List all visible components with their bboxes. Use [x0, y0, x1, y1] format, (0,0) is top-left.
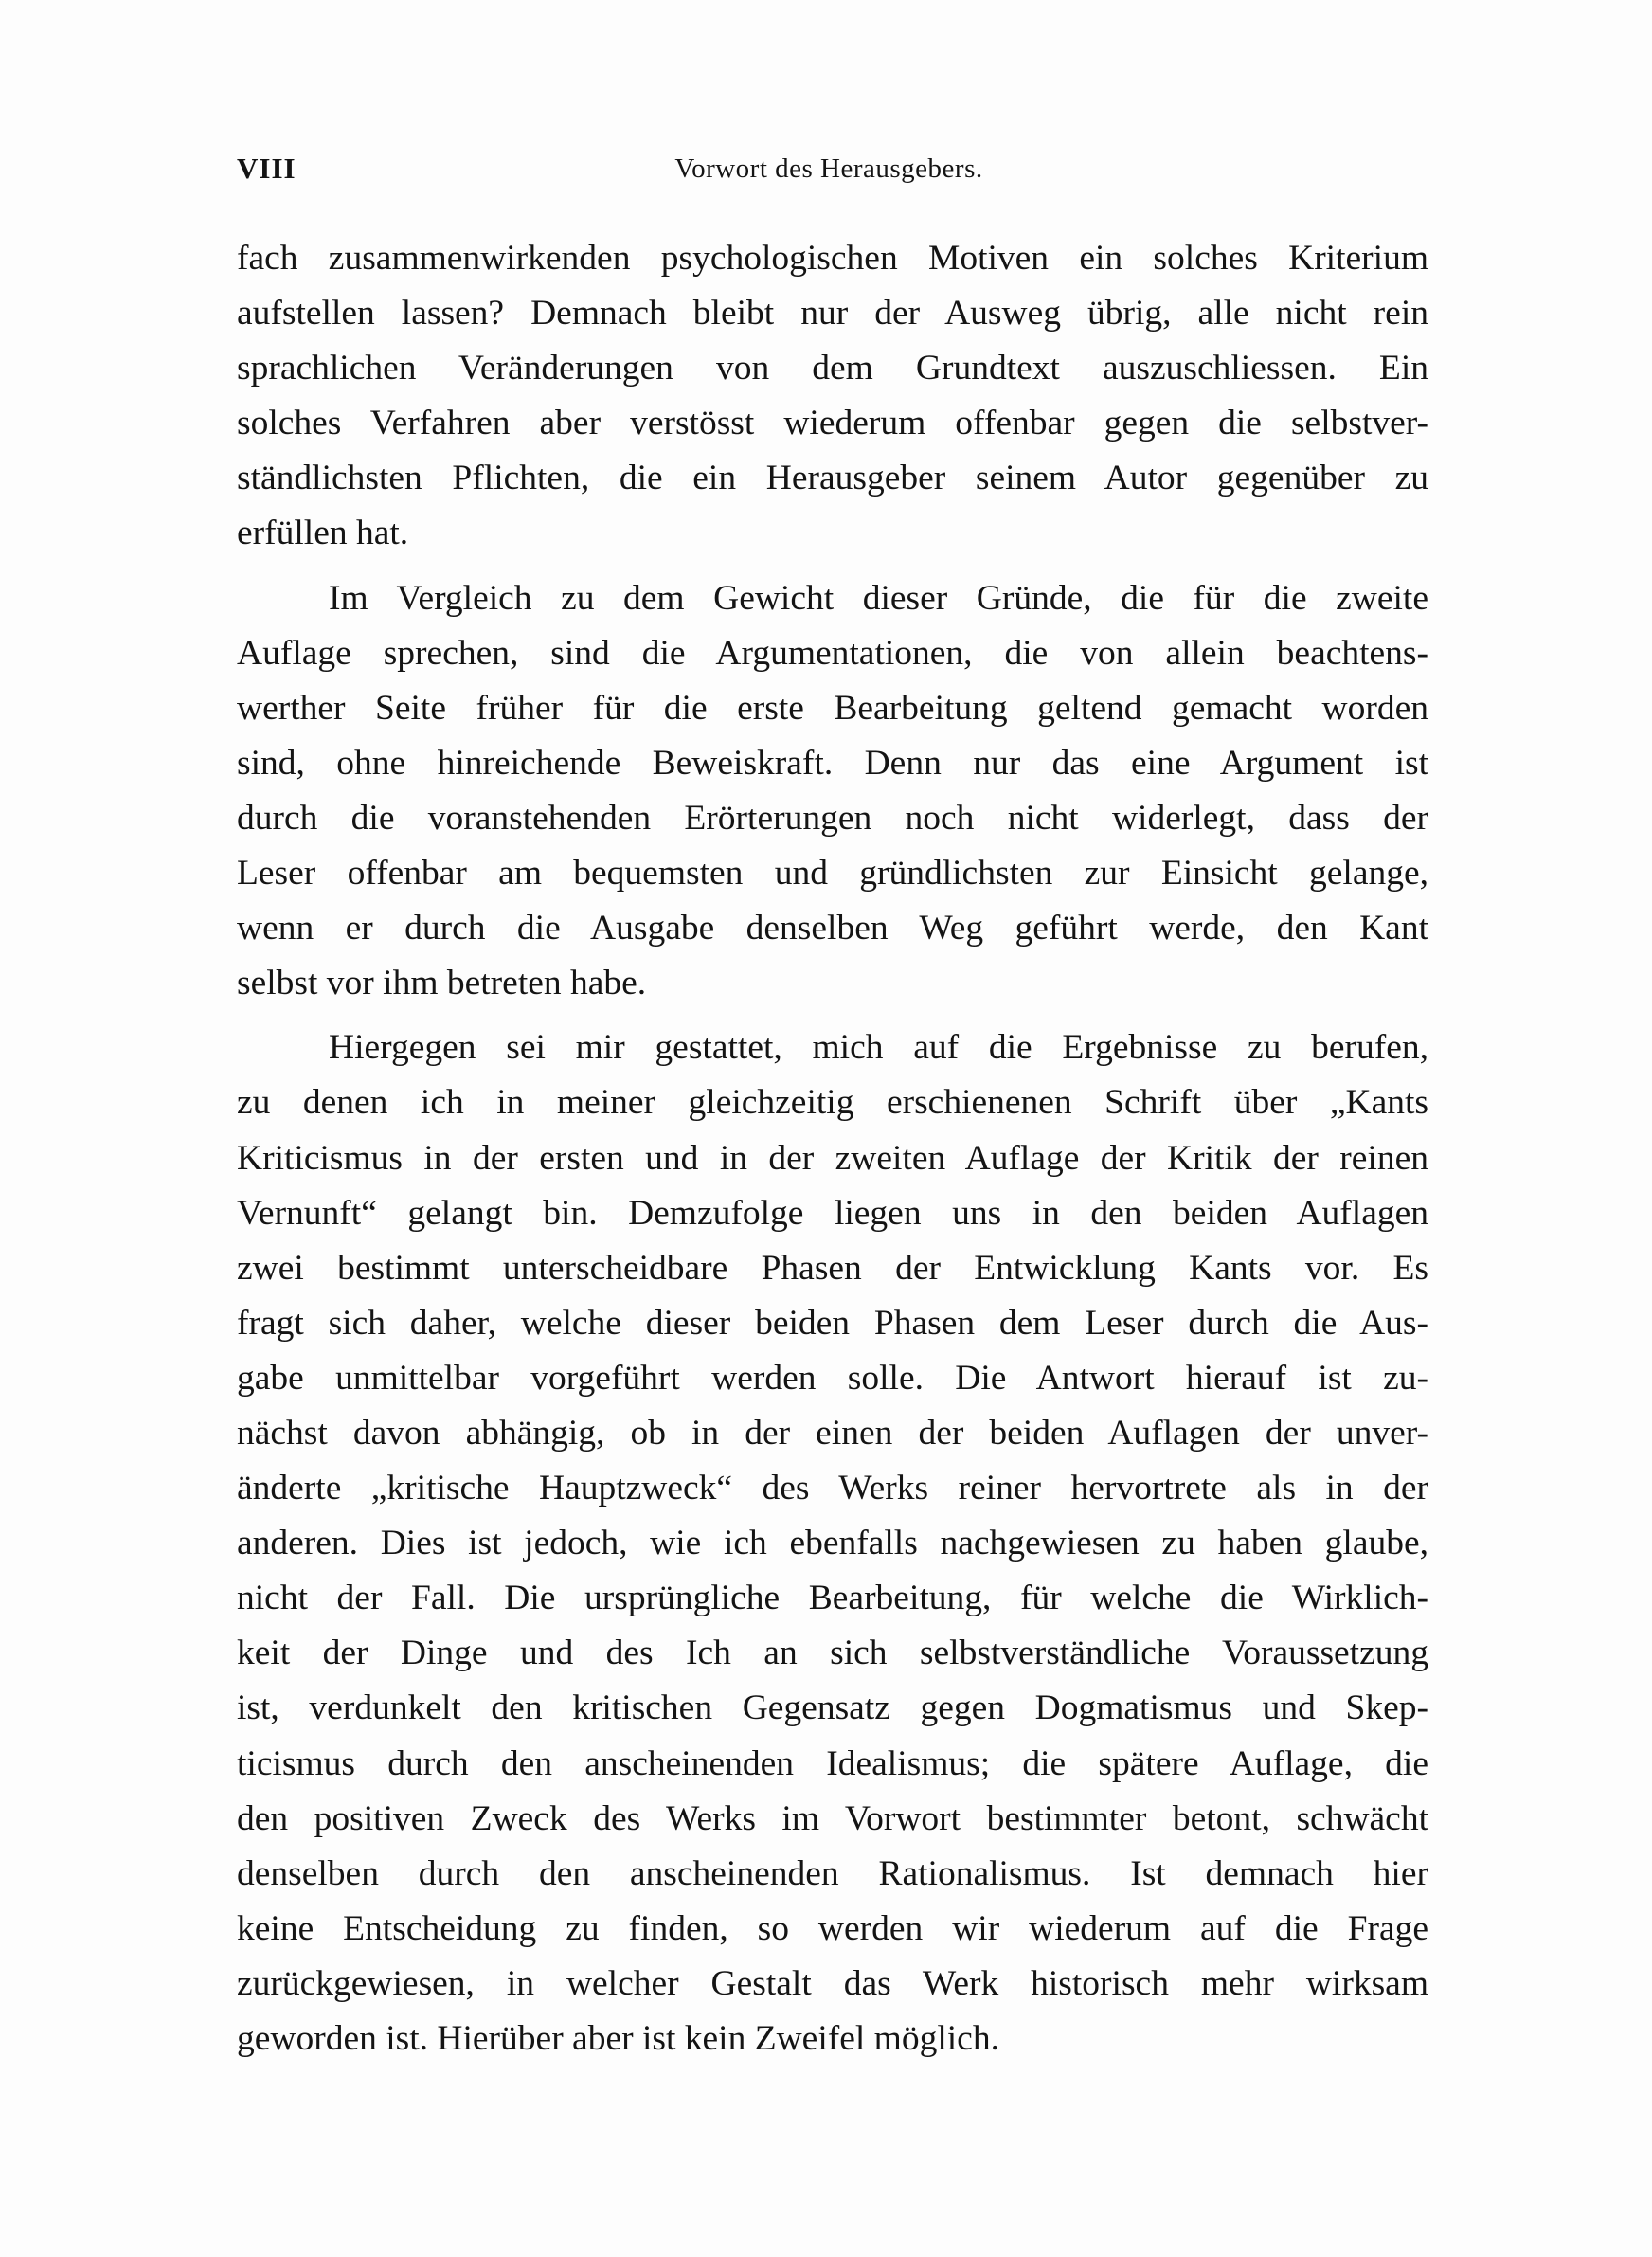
text-line: sind, ohne hinreichende Beweiskraft. Denn nur das eine Argument ist	[237, 743, 1428, 783]
text-line: gabe unmittelbar vorgeführt werden solle. Die Antwort hierauf ist zu-	[237, 1358, 1428, 1398]
body-text	[237, 231, 1428, 2076]
paragraph	[237, 571, 1428, 1012]
text-line: nächst davon abhängig, ob in der einen der beiden Auflagen der unver-	[237, 1413, 1428, 1453]
text-line: aufstellen lassen? Demnach bleibt nur der Ausweg übrig, alle nicht rein	[237, 294, 1428, 334]
text-line: Leser offenbar am bequemsten und gründlichsten zur Einsicht gelange,	[237, 854, 1428, 894]
text-line: anderen. Dies ist jedoch, wie ich ebenfalls nachgewiesen zu haben glaube,	[237, 1524, 1428, 1563]
text-line: solches Verfahren aber verstösst wiederum offenbar gegen die selbstver-	[237, 404, 1428, 443]
text-line: durch die voranstehenden Erörterungen noch nicht widerlegt, dass der	[237, 798, 1428, 838]
text-line: Vernunft“ gelangt bin. Demzufolge liegen uns in den beiden Auflagen	[237, 1193, 1428, 1233]
text-line: änderte „kritische Hauptzweck“ des Werks reiner hervortrete als in der	[237, 1469, 1428, 1508]
text-line: Kriticismus in der ersten und in der zweiten Auflage der Kritik der reinen	[237, 1138, 1428, 1178]
text-line: Hiergegen sei mir gestattet, mich auf die Ergebnisse zu berufen,	[329, 1028, 1428, 1068]
text-line: ticismus durch den anscheinenden Idealismus; die spätere Auflage, die	[237, 1743, 1428, 1783]
running-title: Vorwort des Herausgebers.	[674, 153, 983, 184]
text-line: keine Entscheidung zu finden, so werden wir wiederum auf die Frage	[237, 1908, 1428, 1948]
text-line: den positiven Zweck des Werks im Vorwort bestimmter betont, schwächt	[237, 1798, 1428, 1838]
text-line: nicht der Fall. Die ursprüngliche Bearbeitung, für welche die Wirklich-	[237, 1579, 1428, 1618]
text-line: keit der Dinge und des Ich an sich selbstverständliche Voraussetzung	[237, 1634, 1428, 1673]
text-line: fach zusammenwirkenden psychologischen Motiven ein solches Kriterium	[237, 239, 1428, 278]
text-line: sprachlichen Veränderungen von dem Grundtext auszuschliessen. Ein	[237, 349, 1428, 388]
text-line: wenn er durch die Ausgabe denselben Weg geführt werde, den Kant	[237, 909, 1428, 948]
text-line: denselben durch den anscheinenden Rationalismus. Ist demnach hier	[237, 1853, 1428, 1893]
text-line: ist, verdunkelt den kritischen Gegensatz gegen Dogmatismus und Skep-	[237, 1688, 1428, 1728]
text-line: werther Seite früher für die erste Bearbeitung geltend gemacht worden	[237, 688, 1428, 728]
text-line: Auflage sprechen, sind die Argumentationen, die von allein beachtens-	[237, 633, 1428, 673]
text-line: fragt sich daher, welche dieser beiden Phasen dem Leser durch die Aus-	[237, 1303, 1428, 1343]
text-line: erfüllen hat.	[237, 514, 409, 553]
text-line: selbst vor ihm betreten habe.	[237, 964, 647, 1003]
text-line: zu denen ich in meiner gleichzeitig erschienenen Schrift über „Kants	[237, 1083, 1428, 1123]
text-line: Im Vergleich zu dem Gewicht dieser Gründe, die für die zweite	[329, 578, 1428, 618]
page-number: VIII	[237, 152, 296, 185]
paragraph	[237, 1020, 1428, 2067]
paragraph	[237, 231, 1428, 562]
running-head	[237, 152, 1421, 193]
text-line: geworden ist. Hierüber aber ist kein Zweifel möglich.	[237, 2019, 999, 2058]
text-line: ständlichsten Pflichten, die ein Herausgeber seinem Autor gegenüber zu	[237, 459, 1428, 498]
text-line: zurückgewiesen, in welcher Gestalt das Werk historisch mehr wirksam	[237, 1963, 1428, 2003]
text-line: zwei bestimmt unterscheidbare Phasen der Entwicklung Kants vor. Es	[237, 1248, 1428, 1288]
